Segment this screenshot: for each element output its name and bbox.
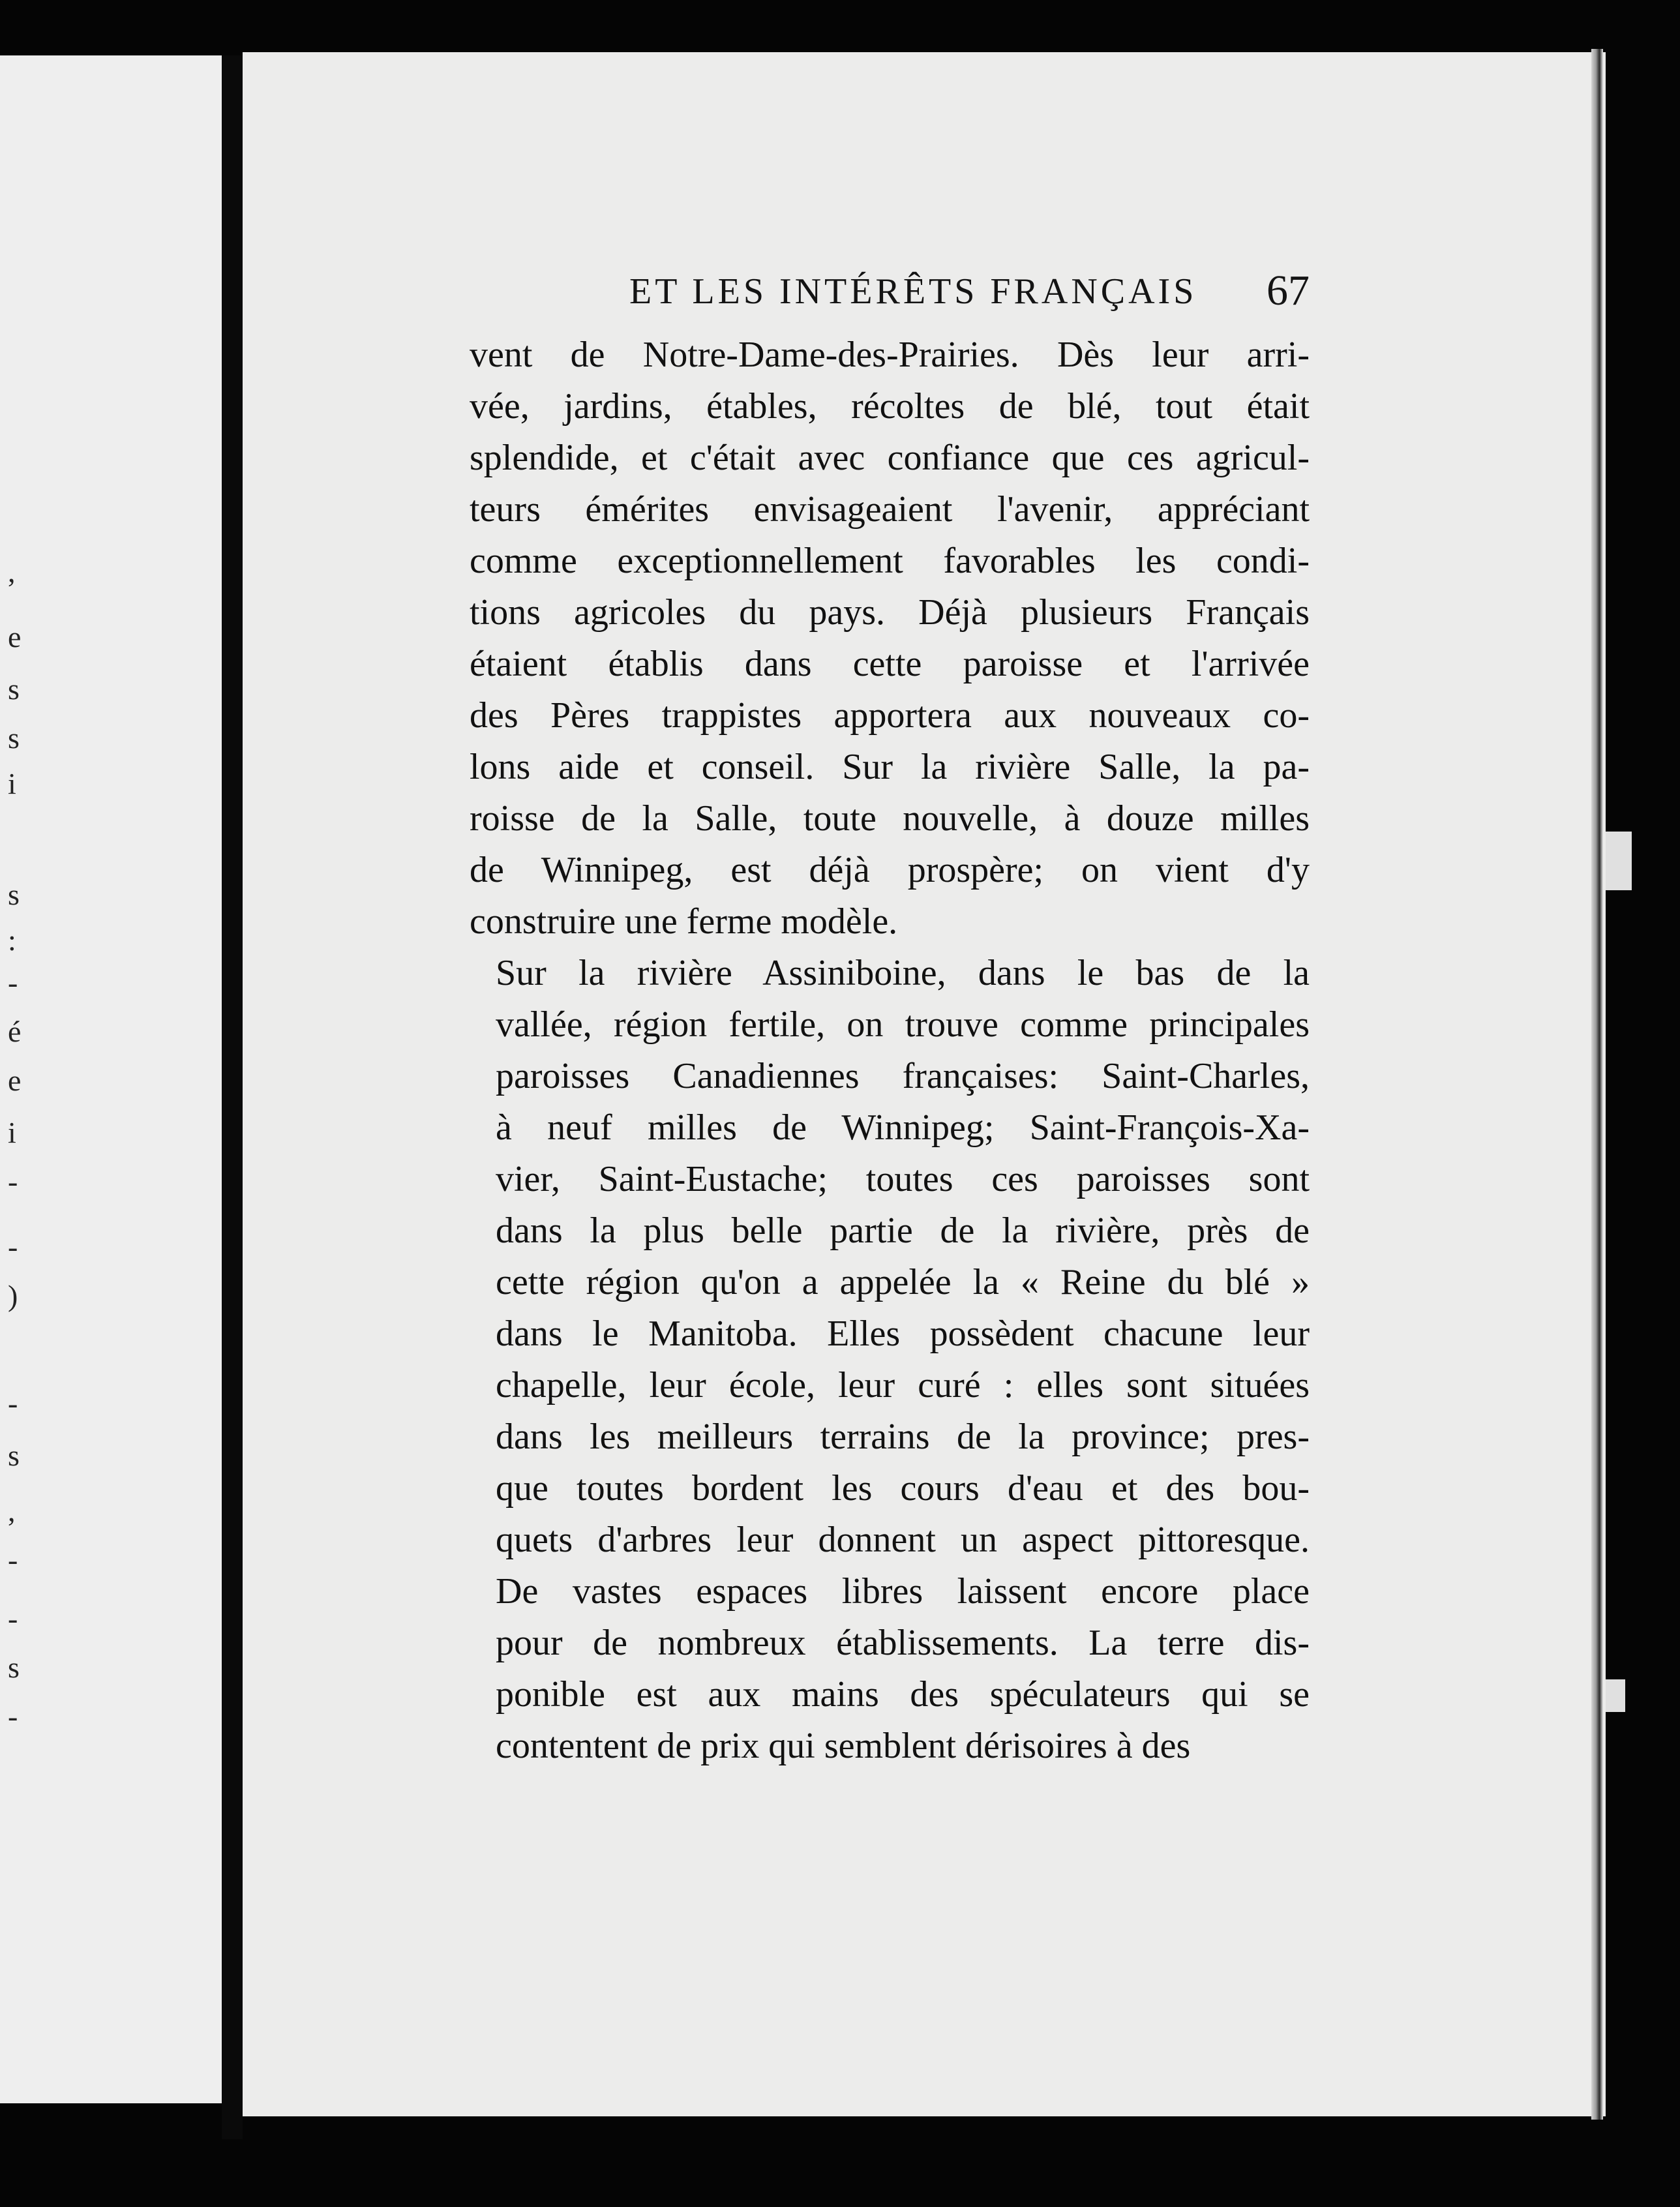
text-line: à neuf milles de Winnipeg; Saint-François-Xa- — [496, 1107, 1310, 1148]
text-line: de Winnipeg, est déjà prospère; on vient d'y — [470, 850, 1310, 890]
book-gutter — [222, 55, 243, 2139]
text-line: De vastes espaces libres laissent encore place — [496, 1571, 1310, 1612]
text-line: vée, jardins, étables, récoltes de blé, tout était — [470, 386, 1310, 427]
margin-mark: , — [8, 555, 16, 588]
text-line: construire une ferme modèle. — [470, 901, 898, 942]
text-line: comme exceptionnellement favorables les condi- — [470, 541, 1310, 581]
text-line: dans le Manitoba. Elles possèdent chacune leur — [496, 1314, 1310, 1354]
text-line: teurs émérites envisageaient l'avenir, appréciant — [470, 489, 1310, 530]
text-line: dans la plus belle partie de la rivière, près de — [496, 1210, 1310, 1251]
text-line: contentent de prix qui semblent dérisoires à des — [496, 1726, 1191, 1766]
previous-page-fragment — [0, 55, 225, 2103]
page-number: 67 — [1267, 267, 1310, 314]
text-line: dans les meilleurs terrains de la province; pres- — [496, 1417, 1310, 1457]
text-line: pour de nombreux établissements. La terre dis- — [496, 1623, 1310, 1663]
text-line: vallée, région fertile, on trouve comme principales — [496, 1004, 1310, 1045]
margin-mark: - — [8, 1230, 18, 1263]
text-line: vent de Notre-Dame-des-Prairies. Dès leur arri- — [470, 335, 1310, 375]
margin-mark: e — [8, 620, 22, 653]
margin-mark: - — [8, 966, 18, 999]
page-edge — [1591, 49, 1603, 2120]
text-line: que toutes bordent les cours d'eau et des bou- — [496, 1468, 1310, 1509]
text-line: paroisses Canadiennes françaises: Saint-Charles, — [496, 1056, 1310, 1096]
margin-mark: : — [8, 923, 16, 957]
text-line: cette région qu'on a appelée la « Reine du blé » — [496, 1262, 1310, 1302]
text-line: vier, Saint-Eustache; toutes ces paroisses sont — [496, 1159, 1310, 1199]
margin-mark: s — [8, 721, 20, 755]
text-line: roisse de la Salle, toute nouvelle, à douze milles — [470, 798, 1310, 839]
margin-mark: - — [8, 1543, 18, 1576]
margin-mark: - — [8, 1387, 18, 1420]
paragraph — [470, 329, 1310, 948]
margin-mark: i — [8, 767, 16, 800]
margin-mark: s — [8, 1439, 20, 1472]
paragraph — [470, 948, 1310, 1772]
margin-mark: , — [8, 1494, 16, 1527]
margin-mark: s — [8, 1651, 20, 1684]
running-head: ET LES INTÉRÊTS FRANÇAIS — [629, 271, 1197, 312]
text-line: lons aide et conseil. Sur la rivière Salle, la pa- — [470, 747, 1310, 787]
margin-mark: i — [8, 1116, 16, 1149]
text-line: Sur la rivière Assiniboine, dans le bas de la — [496, 953, 1310, 993]
margin-mark: s — [8, 878, 20, 911]
margin-mark: - — [8, 1165, 18, 1198]
text-line: quets d'arbres leur donnent un aspect pittoresque. — [496, 1520, 1310, 1560]
next-page-fragment — [1606, 49, 1680, 2123]
margin-mark: é — [8, 1015, 22, 1048]
margin-mark: - — [8, 1700, 18, 1733]
text-line: tions agricoles du pays. Déjà plusieurs Français — [470, 592, 1310, 633]
margin-mark: e — [8, 1064, 22, 1097]
text-line: splendide, et c'était avec confiance que ces agricul- — [470, 438, 1310, 478]
margin-mark: s — [8, 672, 20, 706]
text-line: étaient établis dans cette paroisse et l'arrivée — [470, 644, 1310, 684]
text-line: ponible est aux mains des spéculateurs qui se — [496, 1674, 1310, 1715]
margin-mark: ) — [8, 1279, 18, 1312]
margin-mark: - — [8, 1602, 18, 1635]
text-line: chapelle, leur école, leur curé : elles sont situées — [496, 1365, 1310, 1405]
text-line: des Pères trappistes apportera aux nouveaux co- — [470, 695, 1310, 736]
body-text — [470, 329, 1310, 1772]
